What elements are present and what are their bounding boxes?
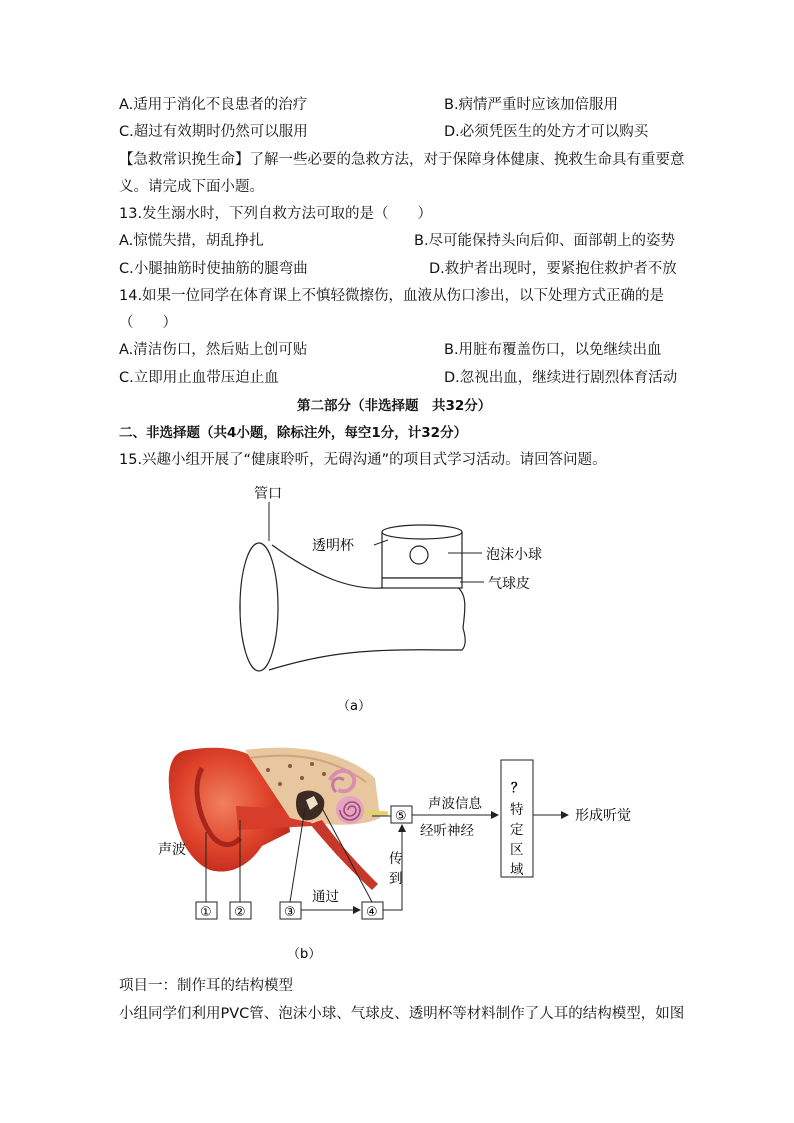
q14-option-b: B.用脏布覆盖伤口，以免继续出血 bbox=[444, 342, 662, 358]
figure-a-caption: （a） bbox=[337, 699, 371, 714]
label-sound-info: 声波信息 bbox=[428, 796, 482, 812]
label-form-hearing: 形成听觉 bbox=[575, 808, 631, 824]
q12-option-b: B.病情严重时应该加倍服用 bbox=[444, 97, 619, 113]
region-char-4: 域 bbox=[510, 862, 524, 878]
figure-b-caption: （b） bbox=[287, 947, 322, 962]
q13-option-c: C.小腿抽筋时使抽筋的腿弯曲 bbox=[119, 261, 308, 277]
q13-option-a: A.惊慌失措，胡乱挣扎 bbox=[119, 233, 264, 249]
label-tube-mouth: 管口 bbox=[254, 486, 282, 502]
box-1-label: ① bbox=[200, 905, 212, 920]
q14-option-c: C.立即用止血带压迫止血 bbox=[119, 370, 279, 386]
section-intro-line2: 义。请完成下面小题。 bbox=[119, 179, 264, 195]
q13-stem: 13.发生溺水时，下列自救方法可取的是（ ） bbox=[119, 206, 433, 222]
box-4-label: ④ bbox=[366, 905, 378, 920]
q15-stem: 15.兴趣小组开展了“健康聆听，无碍沟通”的项目式学习活动。请回答问题。 bbox=[119, 452, 607, 468]
q13-option-b: B.尽可能保持头向后仰、面部朝上的姿势 bbox=[414, 233, 676, 249]
q12-option-c: C.超过有效期时仍然可以服用 bbox=[119, 124, 308, 140]
q14-stem-line1: 14.如果一位同学在体育课上不慎轻微擦伤，血液从伤口渗出，以下处理方式正确的是 bbox=[119, 288, 665, 304]
label-transparent-cup: 透明杯 bbox=[312, 538, 354, 554]
section-intro-line1: 【急救常识挽生命】了解一些必要的急救方法，对于保障身体健康、挽救生命具有重要意 bbox=[119, 152, 685, 168]
ear-anatomy-illustration bbox=[169, 748, 388, 890]
q14-stem-line2: （ ） bbox=[119, 315, 177, 331]
label-auditory-nerve: 经听神经 bbox=[420, 823, 474, 839]
project1-text: 小组同学们利用PVC管、泡沫小球、气球皮、透明杯等材料制作了人耳的结构模型，如图 bbox=[119, 1006, 685, 1022]
section2-heading: 二、非选择题（共4小题，除标注外，每空1分，计32分） bbox=[119, 425, 468, 441]
project1-heading: 项目一：制作耳的结构模型 bbox=[119, 978, 293, 994]
label-transmit-char1: 传 bbox=[389, 851, 403, 867]
box-3-label: ③ bbox=[284, 905, 296, 920]
region-char-2: 定 bbox=[510, 822, 524, 838]
label-foam-ball: 泡沫小球 bbox=[486, 547, 542, 563]
box-5-label: ⑤ bbox=[395, 809, 407, 824]
region-question-mark: ？ bbox=[511, 781, 525, 796]
q12-option-d: D.必须凭医生的处方才可以购买 bbox=[444, 124, 649, 140]
label-through: 通过 bbox=[312, 889, 339, 905]
region-char-3: 区 bbox=[510, 842, 524, 858]
q12-option-a: A.适用于消化不良患者的治疗 bbox=[119, 97, 308, 113]
label-balloon-skin: 气球皮 bbox=[488, 576, 530, 592]
q13-option-d: D.救护者出现时，要紧抱住救护者不放 bbox=[429, 261, 677, 277]
label-sound-wave: 声波 bbox=[158, 842, 186, 858]
q14-option-d: D.忽视出血，继续进行剧烈体育活动 bbox=[444, 370, 678, 386]
q14-option-a: A.清洁伤口，然后贴上创可贴 bbox=[119, 342, 308, 358]
figure-a-ear-model bbox=[220, 478, 560, 718]
region-char-1: 特 bbox=[510, 802, 524, 818]
box-2-label: ② bbox=[234, 905, 246, 920]
label-transmit-char2: 到 bbox=[389, 871, 403, 887]
part2-heading: 第二部分（非选择题 共32分） bbox=[297, 398, 492, 414]
figure-b-hearing-pathway bbox=[140, 738, 660, 973]
